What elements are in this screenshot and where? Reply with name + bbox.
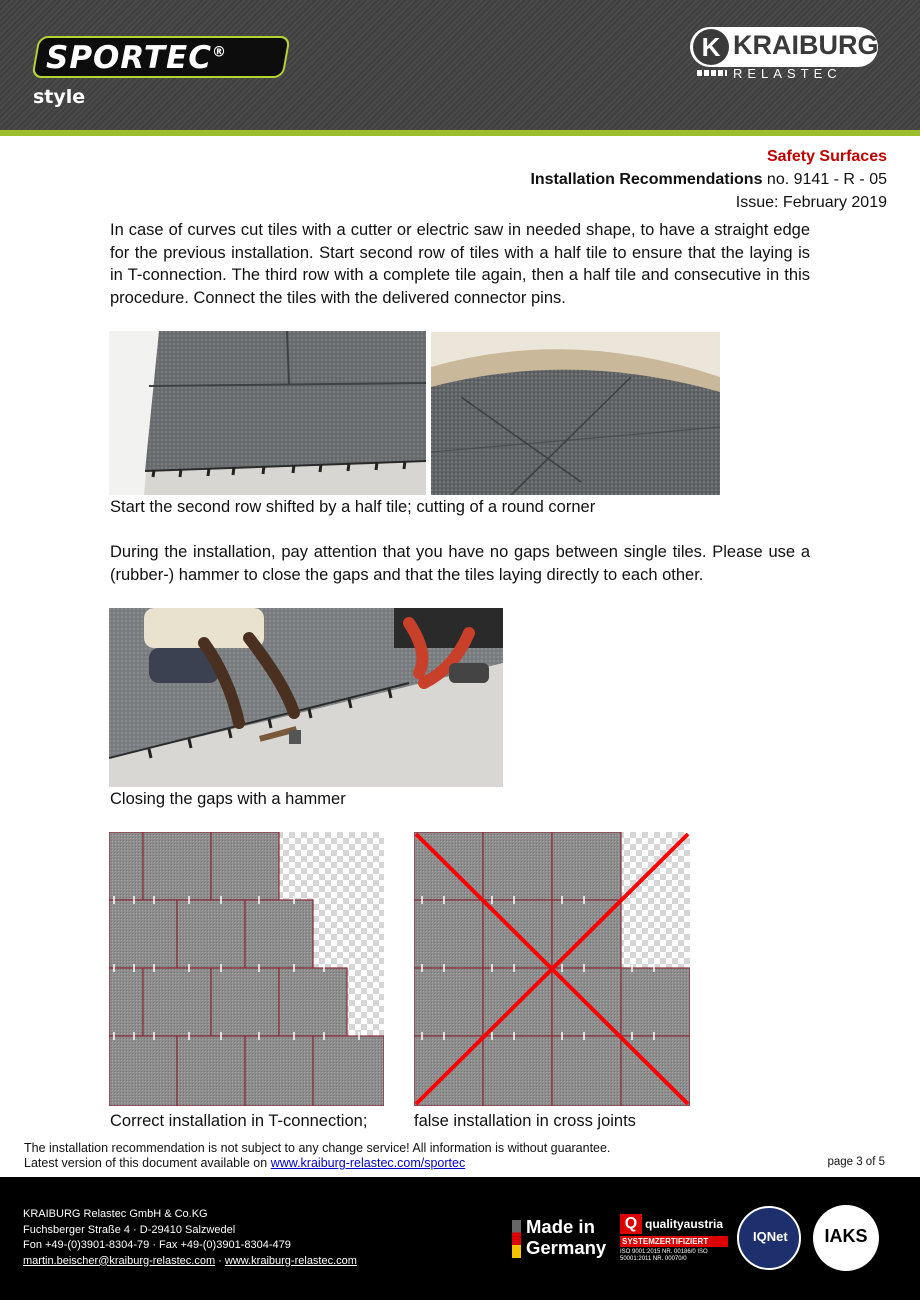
quality-austria-certified: SYSTEMZERTIFIZIERT	[620, 1236, 728, 1247]
document-issue: Issue: February 2019	[735, 194, 887, 211]
made-in-line: Made in	[526, 1216, 595, 1237]
brand-subtitle: style	[33, 86, 86, 108]
footer-company: KRAIBURG Relastec GmbH & Co.KG	[23, 1208, 208, 1220]
footer-contact	[23, 1207, 357, 1269]
sportec-link[interactable]: www.kraiburg-relastec.com/sportec	[270, 1156, 466, 1170]
made-in-germany-logo	[526, 1216, 606, 1258]
disclaimer-link-line	[24, 1156, 610, 1171]
quality-austria-q-icon: Q	[620, 1214, 642, 1234]
caption-false: false installation in cross joints	[414, 1112, 636, 1130]
footer-phone: Fon +49-(0)3901-8304-79 · Fax +49-(0)3901-8304-479	[23, 1239, 291, 1251]
company-name: KRAIBURG	[733, 30, 879, 60]
germany-line: Germany	[526, 1237, 607, 1258]
kraiburg-k-icon: K	[693, 29, 729, 65]
caption-correct: Correct installation in T-connection;	[110, 1112, 368, 1130]
caption-hammer: Closing the gaps with a hammer	[110, 790, 346, 808]
quality-austria-iso: ISO 9001:2015 NR. 00186/0 ISO 50001:2011 NR. 00070/0	[620, 1249, 708, 1262]
document-title-line	[530, 168, 887, 191]
paragraph-curves: In case of curves cut tiles with a cutter or electric saw in needed shape, to have a straight edge for the previous installation. Start second row of tiles with a half tile to ensure that the laying is in T-connection. The third row with a complete tile again, then a half tile and consecutive in this procedure. Connect the tiles with the delivered connector pins.	[110, 221, 810, 307]
company-subname: RELASTEC	[733, 66, 842, 81]
document-category: Safety Surfaces	[766, 148, 887, 165]
disclaimer-line: The installation recommendation is not subject to any change service! All information is without guarantee.	[24, 1141, 611, 1155]
page-number: page 3 of 5	[827, 1156, 885, 1168]
relastec-dots-icon	[697, 70, 727, 76]
paragraph-gaps: During the installation, pay attention that you have no gaps between single tiles. Please use a (rubber-) hammer to close the gaps and that the tiles laying directly to each other.	[110, 543, 810, 584]
iaks-label: IAKS	[824, 1226, 868, 1246]
german-flag-icon	[512, 1220, 521, 1258]
footer-address: Fuchsberger Straße 4 · D-29410 Salzwedel	[23, 1223, 236, 1236]
photo-hammer	[109, 608, 503, 787]
diagram-false-cross-joints	[414, 832, 690, 1106]
caption-second-row: Start the second row shifted by a half tile; cutting of a round corner	[110, 498, 596, 516]
footer-separator: ·	[215, 1254, 225, 1267]
quality-austria-name: qualityaustria	[645, 1217, 724, 1231]
disclaimer-prefix: Latest version of this document available on	[24, 1156, 271, 1170]
photo-round-corner	[431, 332, 720, 495]
sportec-brand: SPORTEC®	[46, 40, 227, 76]
footer-links	[23, 1254, 357, 1270]
document-title: Installation Recommendations	[530, 171, 763, 188]
header-accent-line	[0, 130, 920, 136]
document-number: no. 9141 - R - 05	[762, 171, 887, 188]
disclaimer	[24, 1141, 610, 1171]
photo-second-row	[109, 331, 426, 495]
diagram-correct-t-connection	[109, 832, 384, 1106]
iqnet-label: IQNet	[753, 1229, 788, 1244]
document-meta	[530, 145, 887, 214]
website-link[interactable]: www.kraiburg-relastec.com	[224, 1254, 357, 1267]
email-link[interactable]: martin.beischer@kraiburg-relastec.com	[23, 1254, 216, 1267]
